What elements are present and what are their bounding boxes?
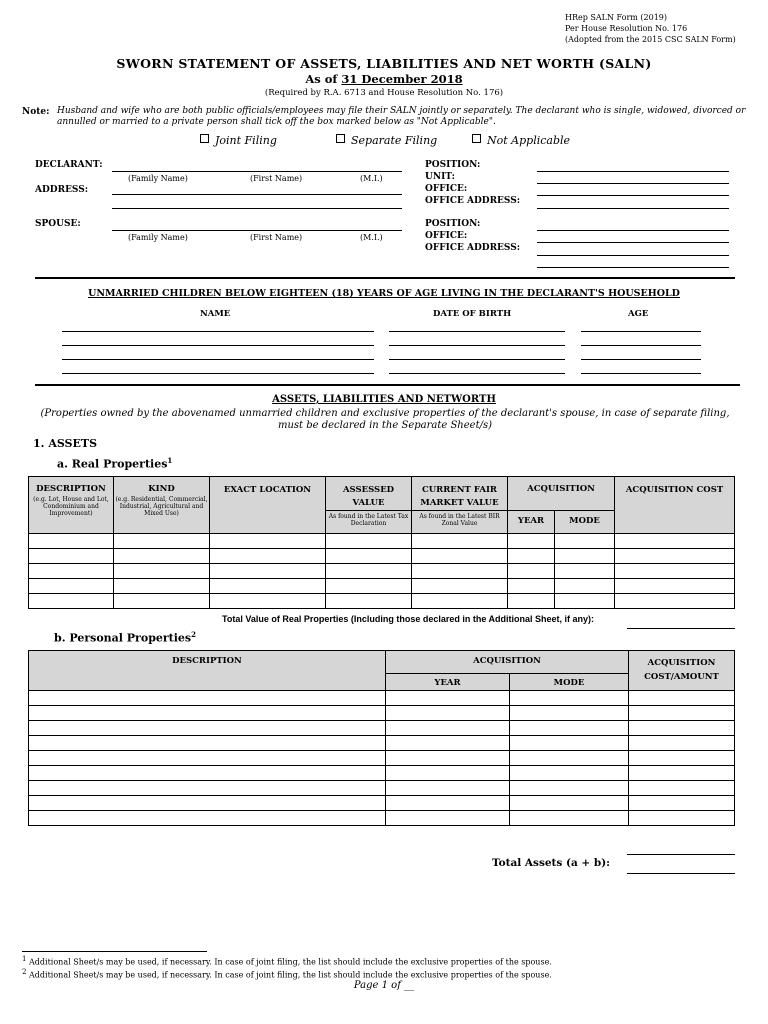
spouse-label: SPOUSE:: [35, 219, 81, 229]
table-cell[interactable]: [29, 751, 386, 766]
table-cell[interactable]: [29, 549, 114, 564]
col-location: EXACT LOCATION: [210, 477, 326, 534]
table-row: [29, 721, 735, 736]
section-divider: [35, 277, 735, 279]
child-entry-field[interactable]: [62, 331, 374, 332]
table-cell[interactable]: [508, 534, 555, 549]
footnote-rule: [22, 951, 207, 952]
col-kind-label: KIND: [148, 484, 175, 494]
table-cell[interactable]: [615, 594, 735, 609]
page-number: Page 1 of __: [353, 980, 415, 991]
col-year: YEAR: [386, 674, 510, 691]
table-cell[interactable]: [629, 766, 735, 781]
table-cell[interactable]: [29, 781, 386, 796]
table-cell[interactable]: [508, 564, 555, 579]
total-assets-field[interactable]: [627, 873, 735, 874]
col-description: DESCRIPTION: [29, 651, 386, 691]
table-cell[interactable]: [510, 811, 629, 826]
child-entry-field[interactable]: [581, 345, 701, 346]
office-address-field[interactable]: [537, 208, 729, 209]
personal-properties-table: [28, 650, 735, 826]
personal-properties-label: [54, 630, 196, 645]
footnote-text: Additional Sheet/s may be used, if necessary. In case of joint filing, the list should include the exclusive properties of the spouse.: [29, 970, 552, 980]
option-label: Not Applicable: [487, 134, 571, 147]
child-entry-field[interactable]: [389, 345, 565, 346]
child-entry-field[interactable]: [581, 373, 701, 374]
section-divider: [35, 384, 740, 386]
table-cell[interactable]: [615, 549, 735, 564]
real-total-label: Total Value of Real Properties (Including those declared in the Additional Sheet, if any):: [222, 614, 595, 624]
child-entry-field[interactable]: [62, 373, 374, 374]
table-cell[interactable]: [29, 721, 386, 736]
col-dob: DATE OF BIRTH: [433, 309, 512, 319]
spouse-position-label: POSITION:: [425, 219, 481, 229]
col-acquisition: ACQUISITION: [386, 651, 629, 674]
first-name-caption: (First Name): [250, 233, 303, 242]
table-cell[interactable]: [326, 549, 412, 564]
spouse-name-field[interactable]: [112, 230, 402, 231]
table-row: [29, 549, 735, 564]
table-cell[interactable]: [412, 549, 508, 564]
child-entry-field[interactable]: [389, 373, 565, 374]
table-cell[interactable]: [510, 766, 629, 781]
table-cell[interactable]: [29, 736, 386, 751]
col-mode: MODE: [510, 674, 629, 691]
table-cell[interactable]: [29, 811, 386, 826]
footnote: [22, 955, 552, 967]
table-cell[interactable]: [508, 549, 555, 564]
footnote-mark: 2: [22, 968, 27, 976]
table-row: [29, 751, 735, 766]
position-label: POSITION:: [425, 160, 481, 170]
spouse-office-label: OFFICE:: [425, 231, 468, 241]
table-cell[interactable]: [615, 564, 735, 579]
position-field[interactable]: [537, 171, 729, 172]
table-cell[interactable]: [210, 564, 326, 579]
address-label: ADDRESS:: [35, 185, 89, 195]
table-cell[interactable]: [386, 751, 510, 766]
table-cell[interactable]: [29, 579, 114, 594]
table-cell[interactable]: [629, 706, 735, 721]
footnote-ref: 1: [167, 456, 173, 465]
col-description-sub: (e.g. Lot, House and Lot, Condominium and Improvement): [33, 496, 109, 517]
unit-label: UNIT:: [425, 172, 455, 182]
col-cost: ACQUISITION COST/AMOUNT: [629, 651, 735, 691]
option-label: Separate Filing: [351, 134, 438, 147]
spouse-office-address-field[interactable]: [537, 255, 729, 256]
table-cell[interactable]: [508, 594, 555, 609]
spouse-office-field[interactable]: [537, 242, 729, 243]
unit-field[interactable]: [537, 183, 729, 184]
table-cell[interactable]: [629, 751, 735, 766]
table-cell[interactable]: [29, 796, 386, 811]
col-acquisition: ACQUISITION: [508, 477, 615, 511]
table-cell[interactable]: [510, 796, 629, 811]
as-of-line: [0, 72, 768, 86]
assessed-sub: [326, 511, 412, 534]
real-properties-text: a. Real Properties: [57, 457, 168, 471]
table-cell[interactable]: [629, 736, 735, 751]
note-label: Note:: [22, 107, 50, 117]
table-row: [29, 811, 735, 826]
col-mode: MODE: [555, 511, 615, 534]
col-kind: [114, 477, 210, 534]
assets-subtext: (Properties owned by the abovenamed unmarried children and exclusive properties of the declarant's spouse, in case of separate filing, must be declared in the Separate Sheet/s): [40, 408, 730, 431]
mi-caption: (M.I.): [360, 174, 383, 183]
table-cell[interactable]: [210, 549, 326, 564]
child-entry-field[interactable]: [62, 345, 374, 346]
table-cell[interactable]: [210, 594, 326, 609]
fair-sub-text: As found in the Latest BIR Zonal Value: [419, 513, 500, 527]
real-properties-table: [28, 476, 735, 609]
table-cell[interactable]: [629, 781, 735, 796]
table-row: [29, 706, 735, 721]
table-row: [29, 766, 735, 781]
table-cell[interactable]: [508, 579, 555, 594]
table-cell[interactable]: [386, 796, 510, 811]
as-of-date: 31 December 2018: [341, 72, 463, 86]
option-label: Joint Filing: [215, 134, 277, 147]
col-assessed: ASSESSED VALUE: [326, 477, 412, 511]
table-row: [29, 594, 735, 609]
table-row: [29, 579, 735, 594]
table-cell[interactable]: [386, 691, 510, 706]
family-name-caption: (Family Name): [128, 174, 188, 183]
table-cell[interactable]: [29, 564, 114, 579]
children-heading: UNMARRIED CHILDREN BELOW EIGHTEEN (18) YEARS OF AGE LIVING IN THE DECLARANT'S HOUSEHOLD: [88, 288, 680, 299]
note-text: Husband and wife who are both public officials/employees may file their SALN jointly or separately. The declarant who is single, widowed, divorced or annulled or married to a private person shall tick off the box marked below as "Not Applicable".: [57, 106, 746, 127]
col-description-label: DESCRIPTION: [36, 484, 106, 494]
table-cell[interactable]: [210, 534, 326, 549]
declarant-name-field[interactable]: [112, 171, 402, 172]
family-name-caption: (Family Name): [128, 233, 188, 242]
table-cell[interactable]: [510, 706, 629, 721]
table-cell[interactable]: [29, 706, 386, 721]
table-cell[interactable]: [386, 706, 510, 721]
col-age: AGE: [628, 309, 649, 319]
table-cell[interactable]: [412, 594, 508, 609]
address-field[interactable]: [112, 194, 402, 195]
table-cell[interactable]: [326, 564, 412, 579]
fair-sub: [412, 511, 508, 534]
table-cell[interactable]: [29, 594, 114, 609]
table-cell[interactable]: [555, 594, 615, 609]
footnote-text: Additional Sheet/s may be used, if necessary. In case of joint filing, the list should include the exclusive properties of the spouse.: [29, 957, 552, 967]
footnote-mark: 1: [22, 955, 27, 963]
total-assets-label: Total Assets (a + b):: [492, 857, 611, 869]
page-title: SWORN STATEMENT OF ASSETS, LIABILITIES AND NET WORTH (SALN): [116, 56, 652, 71]
required-by: (Required by R.A. 6713 and House Resolution No. 176): [264, 88, 504, 98]
first-name-caption: (First Name): [250, 174, 303, 183]
col-name: NAME: [200, 309, 231, 319]
table-cell[interactable]: [615, 534, 735, 549]
table-cell[interactable]: [555, 549, 615, 564]
as-of-label: As of: [305, 72, 338, 86]
col-description: [29, 477, 114, 534]
real-total-field[interactable]: [627, 628, 735, 629]
assets-label: 1. ASSETS: [33, 437, 98, 450]
table-cell[interactable]: [510, 691, 629, 706]
table-cell[interactable]: [29, 766, 386, 781]
office-label: OFFICE:: [425, 184, 468, 194]
table-cell[interactable]: [629, 811, 735, 826]
checkbox-icon: [472, 134, 481, 143]
form-reference: [565, 12, 736, 45]
address-field[interactable]: [112, 208, 402, 209]
separate-filing-checkbox[interactable]: [336, 134, 437, 147]
table-cell[interactable]: [629, 796, 735, 811]
child-entry-field[interactable]: [581, 331, 701, 332]
table-row: [29, 796, 735, 811]
col-cost: ACQUISITION COST: [615, 477, 735, 534]
checkbox-icon: [200, 134, 209, 143]
table-cell[interactable]: [555, 534, 615, 549]
checkbox-icon: [336, 134, 345, 143]
real-properties-label: [57, 456, 172, 471]
mi-caption: (M.I.): [360, 233, 383, 242]
spouse-position-field[interactable]: [537, 230, 729, 231]
spouse-office-address-field[interactable]: [537, 267, 729, 268]
table-cell[interactable]: [510, 751, 629, 766]
child-entry-field[interactable]: [389, 359, 565, 360]
table-row: [29, 736, 735, 751]
table-cell[interactable]: [629, 691, 735, 706]
table-cell[interactable]: [386, 811, 510, 826]
total-assets-field[interactable]: [627, 854, 735, 855]
office-field[interactable]: [537, 195, 729, 196]
table-cell[interactable]: [114, 594, 210, 609]
child-entry-field[interactable]: [389, 331, 565, 332]
table-cell[interactable]: [114, 564, 210, 579]
table-cell[interactable]: [29, 534, 114, 549]
table-row: [29, 781, 735, 796]
child-entry-field[interactable]: [62, 359, 374, 360]
table-cell[interactable]: [326, 579, 412, 594]
table-cell[interactable]: [555, 579, 615, 594]
assessed-sub-text: As found in the Latest Tax Declaration: [328, 513, 409, 527]
table-row: [29, 691, 735, 706]
form-ref-line: (Adopted from the 2015 CSC SALN Form): [565, 35, 736, 44]
table-cell[interactable]: [412, 534, 508, 549]
col-fair: CURRENT FAIR MARKET VALUE: [412, 477, 508, 511]
table-row: [29, 534, 735, 549]
table-row: [29, 564, 735, 579]
table-cell[interactable]: [114, 579, 210, 594]
table-cell[interactable]: [386, 736, 510, 751]
table-cell[interactable]: [555, 564, 615, 579]
joint-filing-checkbox[interactable]: [200, 134, 277, 147]
table-cell[interactable]: [615, 579, 735, 594]
table-cell[interactable]: [386, 721, 510, 736]
form-ref-line: HRep SALN Form (2019): [565, 13, 667, 22]
table-cell[interactable]: [412, 579, 508, 594]
table-cell[interactable]: [29, 691, 386, 706]
table-cell[interactable]: [386, 781, 510, 796]
table-cell[interactable]: [114, 534, 210, 549]
table-cell[interactable]: [326, 534, 412, 549]
spouse-office-address-label: OFFICE ADDRESS:: [425, 243, 521, 253]
table-cell[interactable]: [114, 549, 210, 564]
table-cell[interactable]: [326, 594, 412, 609]
personal-properties-text: b. Personal Properties: [54, 631, 192, 645]
table-cell[interactable]: [510, 781, 629, 796]
footnote-ref: 2: [191, 630, 196, 639]
table-cell[interactable]: [510, 736, 629, 751]
col-kind-sub: (e.g. Residential, Commercial, Industrial, Agricultural and Mixed Use): [115, 496, 208, 517]
office-address-label: OFFICE ADDRESS:: [425, 196, 521, 206]
declarant-label: DECLARANT:: [35, 160, 103, 170]
table-cell[interactable]: [386, 766, 510, 781]
footnote: [22, 968, 552, 980]
col-year: YEAR: [508, 511, 555, 534]
table-cell[interactable]: [510, 721, 629, 736]
not-applicable-checkbox[interactable]: [472, 134, 570, 147]
child-entry-field[interactable]: [581, 359, 701, 360]
form-ref-line: Per House Resolution No. 176: [565, 24, 688, 33]
table-cell[interactable]: [210, 579, 326, 594]
table-cell[interactable]: [412, 564, 508, 579]
table-cell[interactable]: [629, 721, 735, 736]
assets-heading: ASSETS, LIABILITIES AND NETWORTH: [272, 394, 496, 405]
